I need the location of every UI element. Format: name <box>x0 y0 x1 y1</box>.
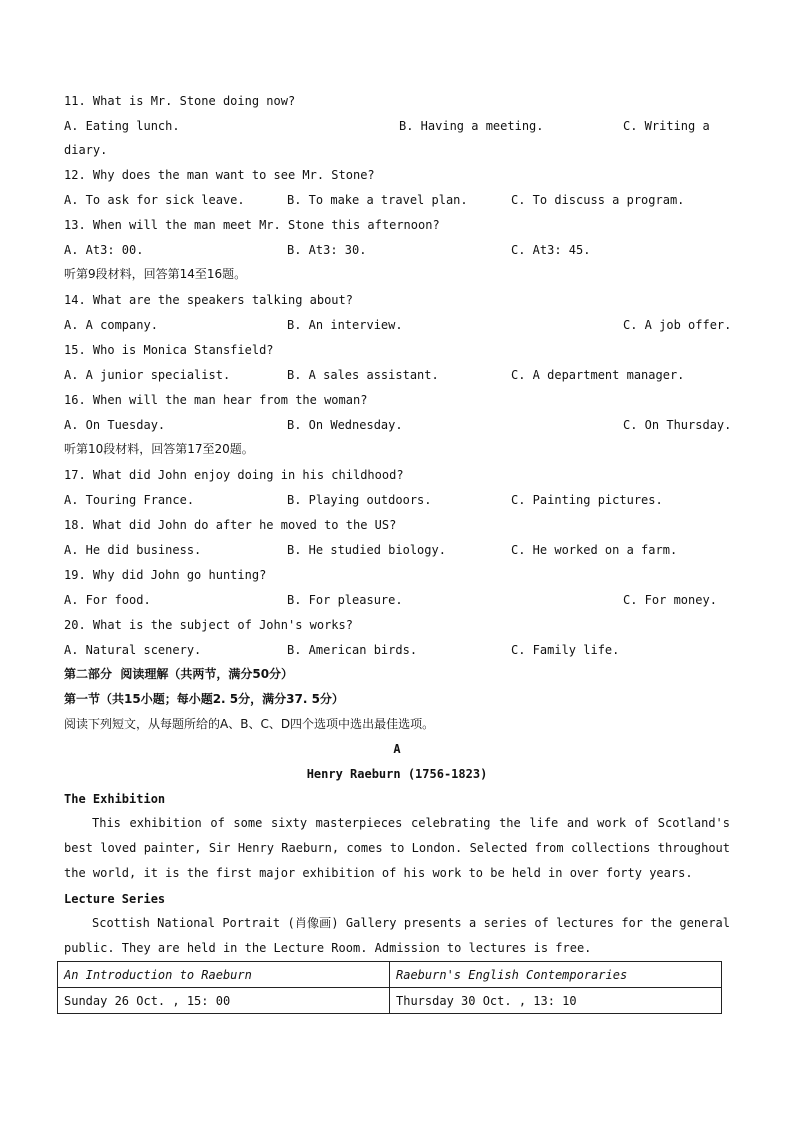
exhibition-paragraph: This exhibition of some sixty masterpieces celebrating the life and work of Scotland's best loved painter, Sir Henry Raeburn, comes to London. Selected from collections throughout the world, it is the first major exhibition of his work to be held in over forty years. <box>64 816 730 880</box>
option-a: A. Eating lunch. <box>64 119 180 133</box>
option-c: C. On Thursday. <box>623 418 732 432</box>
question-stem: 16. When will the man hear from the woman? <box>64 393 368 407</box>
lecture-schedule-table <box>57 961 722 1014</box>
part-heading: 第二部分 阅读理解（共两节，满分50分） <box>64 667 294 681</box>
question-stem: 11. What is Mr. Stone doing now? <box>64 94 296 108</box>
option-a: A. To ask for sick leave. <box>64 193 245 207</box>
lecture-time: Thursday 30 Oct. , 13: 10 <box>390 988 722 1014</box>
option-a: A. A company. <box>64 318 158 332</box>
option-c: C. A job offer. <box>623 318 732 332</box>
question-stem: 12. Why does the man want to see Mr. Stone? <box>64 168 375 182</box>
question-stem: 13. When will the man meet Mr. Stone this afternoon? <box>64 218 440 232</box>
subheading-exhibition: The Exhibition <box>64 792 166 806</box>
question-stem: 15. Who is Monica Stansfield? <box>64 343 274 357</box>
option-c: C. For money. <box>623 593 717 607</box>
question-stem: 20. What is the subject of John's works? <box>64 618 353 632</box>
option-a: A. On Tuesday. <box>64 418 166 432</box>
option-c-continued: diary. <box>64 143 108 157</box>
option-c: C. To discuss a program. <box>511 193 685 207</box>
passage-title: Henry Raeburn (1756-1823) <box>306 767 488 781</box>
option-b: B. Playing outdoors. <box>287 493 432 507</box>
question-stem: 19. Why did John go hunting? <box>64 568 267 582</box>
lecture-paragraph: Scottish National Portrait (肖像画) Gallery presents a series of lectures for the general public. They are held in the Lecture Room. Admission to lectures is free. <box>64 916 730 955</box>
option-c: C. Painting pictures. <box>511 493 663 507</box>
table-row <box>58 988 722 1014</box>
option-a: A. At3: 00. <box>64 243 144 257</box>
question-stem: 18. What did John do after he moved to the US? <box>64 518 397 532</box>
option-b: B. To make a travel plan. <box>287 193 468 207</box>
section-heading: 第一节（共15小题；每小题2. 5分，满分37. 5分） <box>64 692 344 706</box>
option-b: B. For pleasure. <box>287 593 403 607</box>
option-a: A. Natural scenery. <box>64 643 202 657</box>
option-b: B. On Wednesday. <box>287 418 403 432</box>
option-b: B. An interview. <box>287 318 403 332</box>
question-stem: 17. What did John enjoy doing in his childhood? <box>64 468 404 482</box>
lecture-title: Raeburn's English Contemporaries <box>390 962 722 988</box>
option-b: B. At3: 30. <box>287 243 367 257</box>
option-c: C. Writing a <box>623 119 710 133</box>
lecture-time: Sunday 26 Oct. , 15: 00 <box>58 988 390 1014</box>
option-b: B. Having a meeting. <box>399 119 544 133</box>
listening-section-heading: 听第10段材料，回答第17至20题。 <box>64 442 254 456</box>
reading-instruction: 阅读下列短文，从每题所给的A、B、C、D四个选项中选出最佳选项。 <box>64 717 435 731</box>
question-stem: 14. What are the speakers talking about? <box>64 293 353 307</box>
option-c: C. At3: 45. <box>511 243 591 257</box>
option-b: B. A sales assistant. <box>287 368 439 382</box>
passage-letter: A <box>393 742 401 756</box>
option-a: A. A junior specialist. <box>64 368 231 382</box>
listening-section-heading: 听第9段材料，回答第14至16题。 <box>64 267 247 281</box>
option-b: B. American birds. <box>287 643 418 657</box>
option-a: A. He did business. <box>64 543 202 557</box>
option-a: A. Touring France. <box>64 493 195 507</box>
option-c: C. He worked on a farm. <box>511 543 678 557</box>
option-a: A. For food. <box>64 593 151 607</box>
subheading-lecture-series: Lecture Series <box>64 892 166 906</box>
table-row <box>58 962 722 988</box>
lecture-title: An Introduction to Raeburn <box>58 962 390 988</box>
option-c: C. Family life. <box>511 643 620 657</box>
option-c: C. A department manager. <box>511 368 685 382</box>
option-b: B. He studied biology. <box>287 543 446 557</box>
